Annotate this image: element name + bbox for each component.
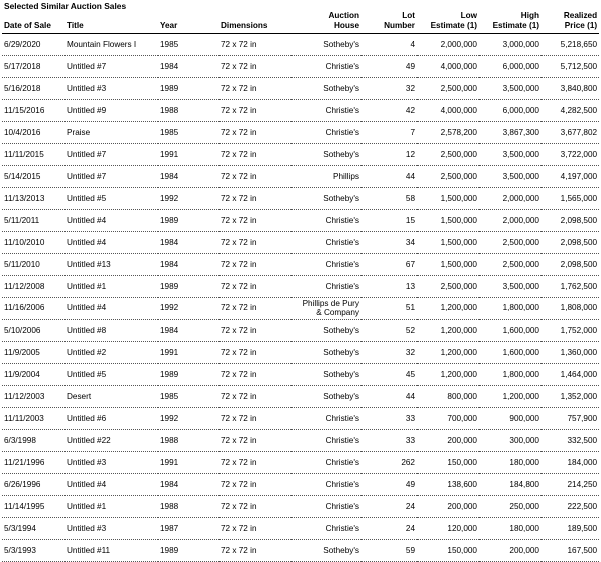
cell-auction-house: Christie's	[291, 408, 361, 430]
cell-dimensions: 72 x 72 in	[219, 100, 291, 122]
cell-title: Untitled #1	[65, 276, 158, 298]
cell-date-of-sale: 5/14/2015	[2, 166, 65, 188]
header-low-estimate	[417, 11, 479, 34]
cell-title: Untitled #22	[65, 430, 158, 452]
header-auction-house-line2: House	[333, 21, 359, 30]
cell-year: 1984	[158, 474, 219, 496]
cell-auction-house: Christie's	[291, 100, 361, 122]
cell-year: 1984	[158, 254, 219, 276]
caption-row	[2, 0, 599, 11]
cell-dimensions: 72 x 72 in	[219, 254, 291, 276]
cell-date-of-sale: 11/14/1995	[2, 496, 65, 518]
table-row	[2, 320, 599, 342]
cell-title: Desert	[65, 386, 158, 408]
cell-date-of-sale: 6/3/1998	[2, 430, 65, 452]
cell-date-of-sale: 5/10/2006	[2, 320, 65, 342]
header-low-line1: Low	[460, 11, 477, 20]
cell-title: Untitled #7	[65, 56, 158, 78]
table-row	[2, 430, 599, 452]
cell-auction-house	[291, 298, 361, 320]
cell-auction-house: Sotheby's	[291, 364, 361, 386]
cell-lot-number: 52	[361, 320, 417, 342]
cell-date-of-sale: 5/11/2010	[2, 254, 65, 276]
cell-dimensions: 72 x 72 in	[219, 408, 291, 430]
cell-date-of-sale: 5/16/2018	[2, 78, 65, 100]
cell-realized-price: 1,360,000	[541, 342, 599, 364]
cell-date-of-sale: 6/29/2020	[2, 34, 65, 56]
cell-auction-house: Sotheby's	[291, 188, 361, 210]
cell-realized-price: 332,500	[541, 430, 599, 452]
cell-auction-house: Sotheby's	[291, 78, 361, 100]
cell-year: 1984	[158, 232, 219, 254]
cell-title: Untitled #1	[65, 496, 158, 518]
cell-high-estimate: 184,800	[479, 474, 541, 496]
cell-low-estimate: 150,000	[417, 452, 479, 474]
cell-date-of-sale: 5/3/1993	[2, 540, 65, 562]
table-row	[2, 540, 599, 562]
table-row	[2, 254, 599, 276]
cell-high-estimate: 6,000,000	[479, 100, 541, 122]
cell-dimensions: 72 x 72 in	[219, 386, 291, 408]
cell-lot-number: 67	[361, 254, 417, 276]
cell-year: 1992	[158, 298, 219, 320]
cell-high-estimate: 3,867,300	[479, 122, 541, 144]
cell-auction-house: Christie's	[291, 210, 361, 232]
cell-title: Untitled #5	[65, 364, 158, 386]
cell-title: Untitled #7	[65, 144, 158, 166]
cell-high-estimate: 3,500,000	[479, 276, 541, 298]
table-row	[2, 144, 599, 166]
table-row	[2, 232, 599, 254]
cell-realized-price: 184,000	[541, 452, 599, 474]
cell-lot-number: 24	[361, 518, 417, 540]
header-title: Title	[65, 11, 158, 34]
cell-title: Untitled #3	[65, 78, 158, 100]
cell-high-estimate: 300,000	[479, 430, 541, 452]
cell-year: 1992	[158, 408, 219, 430]
cell-lot-number: 7	[361, 122, 417, 144]
cell-lot-number: 44	[361, 166, 417, 188]
cell-year: 1987	[158, 518, 219, 540]
cell-realized-price: 2,098,500	[541, 254, 599, 276]
cell-high-estimate: 3,500,000	[479, 144, 541, 166]
cell-dimensions: 72 x 72 in	[219, 78, 291, 100]
cell-year: 1989	[158, 276, 219, 298]
cell-title: Untitled #8	[65, 320, 158, 342]
cell-date-of-sale: 11/9/2005	[2, 342, 65, 364]
cell-low-estimate: 2,500,000	[417, 78, 479, 100]
cell-auction-house: Christie's	[291, 496, 361, 518]
cell-date-of-sale: 11/11/2015	[2, 144, 65, 166]
cell-year: 1989	[158, 210, 219, 232]
table-row	[2, 56, 599, 78]
cell-lot-number: 45	[361, 364, 417, 386]
cell-date-of-sale: 5/17/2018	[2, 56, 65, 78]
cell-auction-house: Christie's	[291, 254, 361, 276]
cell-dimensions: 72 x 72 in	[219, 166, 291, 188]
cell-title: Untitled #3	[65, 518, 158, 540]
cell-low-estimate: 200,000	[417, 496, 479, 518]
cell-auction-house: Christie's	[291, 122, 361, 144]
cell-high-estimate: 1,200,000	[479, 386, 541, 408]
cell-realized-price: 1,565,000	[541, 188, 599, 210]
cell-dimensions: 72 x 72 in	[219, 540, 291, 562]
cell-auction-house: Christie's	[291, 452, 361, 474]
cell-auction-house: Christie's	[291, 56, 361, 78]
cell-lot-number: 59	[361, 540, 417, 562]
cell-date-of-sale: 11/13/2013	[2, 188, 65, 210]
cell-low-estimate: 138,600	[417, 474, 479, 496]
auction-sales-table	[2, 0, 599, 562]
cell-title: Praise	[65, 122, 158, 144]
cell-dimensions: 72 x 72 in	[219, 232, 291, 254]
cell-date-of-sale: 11/9/2004	[2, 364, 65, 386]
cell-realized-price: 1,464,000	[541, 364, 599, 386]
table-row	[2, 474, 599, 496]
cell-realized-price: 2,098,500	[541, 232, 599, 254]
header-lot-line2: Number	[384, 21, 415, 30]
cell-auction-house-line1: Phillips de Pury	[302, 299, 359, 308]
header-price-line2: Price (1)	[564, 21, 598, 30]
cell-auction-house: Christie's	[291, 518, 361, 540]
cell-low-estimate: 1,500,000	[417, 232, 479, 254]
table-row	[2, 452, 599, 474]
cell-realized-price: 2,098,500	[541, 210, 599, 232]
cell-lot-number: 32	[361, 342, 417, 364]
cell-high-estimate: 200,000	[479, 540, 541, 562]
cell-low-estimate: 2,500,000	[417, 144, 479, 166]
cell-realized-price: 5,712,500	[541, 56, 599, 78]
cell-dimensions: 72 x 72 in	[219, 34, 291, 56]
cell-auction-house: Sotheby's	[291, 342, 361, 364]
table-row	[2, 166, 599, 188]
table-row	[2, 100, 599, 122]
table-row	[2, 298, 599, 320]
cell-title: Untitled #6	[65, 408, 158, 430]
cell-lot-number: 12	[361, 144, 417, 166]
cell-auction-house: Christie's	[291, 232, 361, 254]
cell-date-of-sale: 6/26/1996	[2, 474, 65, 496]
cell-low-estimate: 2,500,000	[417, 276, 479, 298]
cell-realized-price: 189,500	[541, 518, 599, 540]
cell-year: 1985	[158, 386, 219, 408]
cell-lot-number: 33	[361, 430, 417, 452]
cell-low-estimate: 1,200,000	[417, 364, 479, 386]
cell-dimensions: 72 x 72 in	[219, 56, 291, 78]
cell-realized-price: 3,840,800	[541, 78, 599, 100]
header-realized-price	[541, 11, 599, 34]
cell-high-estimate: 2,500,000	[479, 232, 541, 254]
cell-date-of-sale: 11/16/2006	[2, 298, 65, 320]
cell-year: 1988	[158, 430, 219, 452]
cell-realized-price: 3,677,802	[541, 122, 599, 144]
header-high-line1: High	[520, 11, 539, 20]
cell-auction-house: Christie's	[291, 276, 361, 298]
cell-year: 1991	[158, 342, 219, 364]
cell-lot-number: 58	[361, 188, 417, 210]
cell-realized-price: 1,352,000	[541, 386, 599, 408]
cell-realized-price: 4,197,000	[541, 166, 599, 188]
cell-lot-number: 44	[361, 386, 417, 408]
header-year: Year	[158, 11, 219, 34]
cell-auction-house: Sotheby's	[291, 320, 361, 342]
table-caption: Selected Similar Auction Sales	[4, 1, 127, 11]
cell-year: 1985	[158, 122, 219, 144]
table-row	[2, 210, 599, 232]
cell-dimensions: 72 x 72 in	[219, 144, 291, 166]
cell-high-estimate: 2,000,000	[479, 188, 541, 210]
cell-high-estimate: 3,500,000	[479, 78, 541, 100]
cell-auction-house: Phillips	[291, 166, 361, 188]
cell-low-estimate: 2,578,200	[417, 122, 479, 144]
table-row	[2, 496, 599, 518]
table-row	[2, 518, 599, 540]
cell-realized-price: 1,762,500	[541, 276, 599, 298]
header-dimensions: Dimensions	[219, 11, 291, 34]
cell-dimensions: 72 x 72 in	[219, 188, 291, 210]
cell-low-estimate: 1,200,000	[417, 320, 479, 342]
cell-high-estimate: 3,000,000	[479, 34, 541, 56]
cell-year: 1992	[158, 188, 219, 210]
cell-lot-number: 13	[361, 276, 417, 298]
cell-date-of-sale: 11/11/2003	[2, 408, 65, 430]
cell-realized-price: 4,282,500	[541, 100, 599, 122]
cell-dimensions: 72 x 72 in	[219, 276, 291, 298]
cell-lot-number: 42	[361, 100, 417, 122]
cell-dimensions: 72 x 72 in	[219, 342, 291, 364]
cell-date-of-sale: 5/11/2011	[2, 210, 65, 232]
table-row	[2, 276, 599, 298]
cell-dimensions: 72 x 72 in	[219, 430, 291, 452]
cell-low-estimate: 150,000	[417, 540, 479, 562]
cell-title: Untitled #13	[65, 254, 158, 276]
cell-year: 1989	[158, 78, 219, 100]
cell-low-estimate: 4,000,000	[417, 100, 479, 122]
cell-auction-house: Sotheby's	[291, 540, 361, 562]
cell-low-estimate: 2,500,000	[417, 166, 479, 188]
header-row	[2, 11, 599, 34]
header-high-estimate	[479, 11, 541, 34]
cell-date-of-sale: 11/10/2010	[2, 232, 65, 254]
cell-low-estimate: 1,200,000	[417, 342, 479, 364]
cell-dimensions: 72 x 72 in	[219, 496, 291, 518]
cell-year: 1991	[158, 452, 219, 474]
cell-title: Mountain Flowers I	[65, 34, 158, 56]
cell-low-estimate: 1,500,000	[417, 254, 479, 276]
cell-dimensions: 72 x 72 in	[219, 364, 291, 386]
cell-auction-house: Christie's	[291, 474, 361, 496]
cell-high-estimate: 180,000	[479, 452, 541, 474]
header-auction-house	[291, 11, 361, 34]
cell-dimensions: 72 x 72 in	[219, 474, 291, 496]
cell-lot-number: 4	[361, 34, 417, 56]
cell-year: 1984	[158, 166, 219, 188]
cell-year: 1985	[158, 34, 219, 56]
cell-low-estimate: 1,200,000	[417, 298, 479, 320]
cell-auction-house-line2: & Company	[316, 307, 359, 317]
cell-auction-house: Sotheby's	[291, 144, 361, 166]
cell-realized-price: 222,500	[541, 496, 599, 518]
cell-title: Untitled #4	[65, 298, 158, 320]
cell-title: Untitled #4	[65, 232, 158, 254]
cell-realized-price: 1,752,000	[541, 320, 599, 342]
cell-realized-price: 167,500	[541, 540, 599, 562]
cell-realized-price: 5,218,650	[541, 34, 599, 56]
cell-title: Untitled #2	[65, 342, 158, 364]
table-row	[2, 342, 599, 364]
cell-title: Untitled #9	[65, 100, 158, 122]
cell-realized-price: 3,722,000	[541, 144, 599, 166]
header-lot-number	[361, 11, 417, 34]
cell-year: 1991	[158, 144, 219, 166]
table-row	[2, 188, 599, 210]
cell-lot-number: 24	[361, 496, 417, 518]
cell-low-estimate: 700,000	[417, 408, 479, 430]
cell-year: 1984	[158, 320, 219, 342]
cell-low-estimate: 1,500,000	[417, 188, 479, 210]
cell-high-estimate: 3,500,000	[479, 166, 541, 188]
cell-lot-number: 51	[361, 298, 417, 320]
cell-low-estimate: 800,000	[417, 386, 479, 408]
cell-title: Untitled #11	[65, 540, 158, 562]
cell-year: 1988	[158, 496, 219, 518]
cell-title: Untitled #3	[65, 452, 158, 474]
table-row	[2, 364, 599, 386]
cell-date-of-sale: 11/15/2016	[2, 100, 65, 122]
cell-year: 1984	[158, 56, 219, 78]
cell-high-estimate: 1,600,000	[479, 342, 541, 364]
cell-low-estimate: 1,500,000	[417, 210, 479, 232]
table-row	[2, 408, 599, 430]
cell-high-estimate: 250,000	[479, 496, 541, 518]
cell-realized-price: 1,808,000	[541, 298, 599, 320]
cell-high-estimate: 2,000,000	[479, 210, 541, 232]
table-row	[2, 386, 599, 408]
cell-year: 1988	[158, 100, 219, 122]
cell-low-estimate: 200,000	[417, 430, 479, 452]
cell-auction-house: Sotheby's	[291, 386, 361, 408]
cell-date-of-sale: 11/21/1996	[2, 452, 65, 474]
table-row	[2, 122, 599, 144]
cell-realized-price: 214,250	[541, 474, 599, 496]
cell-dimensions: 72 x 72 in	[219, 452, 291, 474]
cell-high-estimate: 6,000,000	[479, 56, 541, 78]
cell-lot-number: 262	[361, 452, 417, 474]
header-low-line2: Estimate (1)	[430, 21, 477, 30]
cell-date-of-sale: 5/3/1994	[2, 518, 65, 540]
cell-date-of-sale: 11/12/2008	[2, 276, 65, 298]
cell-lot-number: 49	[361, 474, 417, 496]
table-body	[2, 34, 599, 562]
cell-date-of-sale: 11/12/2003	[2, 386, 65, 408]
cell-auction-house: Christie's	[291, 430, 361, 452]
cell-high-estimate: 1,800,000	[479, 364, 541, 386]
header-lot-line1: Lot	[402, 11, 415, 20]
cell-high-estimate: 900,000	[479, 408, 541, 430]
cell-high-estimate: 1,800,000	[479, 298, 541, 320]
cell-low-estimate: 120,000	[417, 518, 479, 540]
cell-dimensions: 72 x 72 in	[219, 210, 291, 232]
cell-high-estimate: 1,600,000	[479, 320, 541, 342]
header-price-line1: Realized	[563, 11, 598, 20]
cell-realized-price: 757,900	[541, 408, 599, 430]
cell-year: 1989	[158, 540, 219, 562]
cell-date-of-sale: 10/4/2016	[2, 122, 65, 144]
cell-low-estimate: 2,000,000	[417, 34, 479, 56]
cell-auction-house: Sotheby's	[291, 34, 361, 56]
cell-year: 1989	[158, 364, 219, 386]
table-row	[2, 78, 599, 100]
header-auction-house-line1: Auction	[328, 11, 359, 20]
cell-dimensions: 72 x 72 in	[219, 320, 291, 342]
cell-lot-number: 33	[361, 408, 417, 430]
cell-title: Untitled #7	[65, 166, 158, 188]
header-date: Date of Sale	[2, 11, 65, 34]
cell-high-estimate: 2,500,000	[479, 254, 541, 276]
cell-title: Untitled #4	[65, 474, 158, 496]
cell-high-estimate: 180,000	[479, 518, 541, 540]
table-row	[2, 34, 599, 56]
cell-title: Untitled #5	[65, 188, 158, 210]
cell-lot-number: 49	[361, 56, 417, 78]
cell-lot-number: 34	[361, 232, 417, 254]
cell-dimensions: 72 x 72 in	[219, 518, 291, 540]
cell-title: Untitled #4	[65, 210, 158, 232]
cell-low-estimate: 4,000,000	[417, 56, 479, 78]
cell-dimensions: 72 x 72 in	[219, 298, 291, 320]
header-high-line2: Estimate (1)	[492, 21, 539, 30]
cell-dimensions: 72 x 72 in	[219, 122, 291, 144]
cell-lot-number: 15	[361, 210, 417, 232]
cell-lot-number: 32	[361, 78, 417, 100]
